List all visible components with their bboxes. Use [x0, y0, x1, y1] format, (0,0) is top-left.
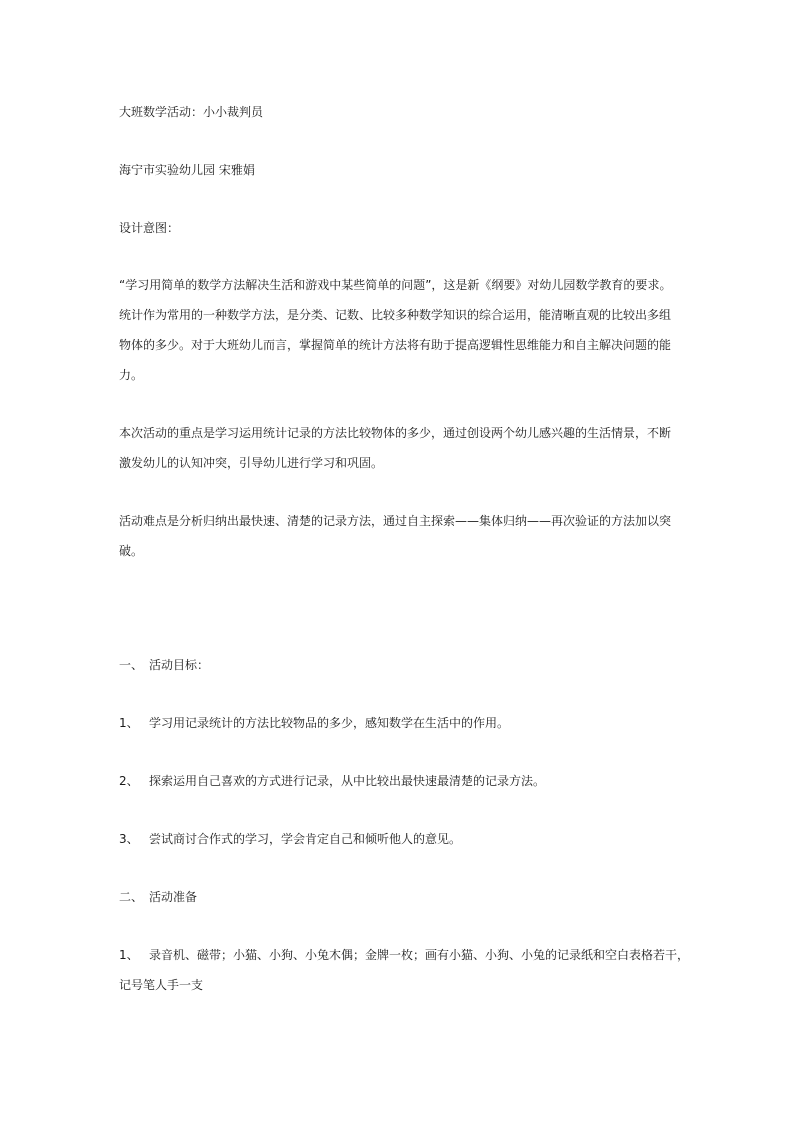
section-number: 二、 [119, 890, 144, 904]
item-text: 探索运用自己喜欢的方式进行记录，从中比较出最快速最清楚的记录方法。 [149, 774, 546, 788]
item-number: 3、 [119, 832, 139, 846]
goal-item [119, 773, 689, 789]
paragraph-line: 力。 [119, 368, 144, 382]
item-number: 1、 [119, 948, 139, 962]
goal-item [119, 715, 689, 731]
paragraph-line: 本次活动的重点是学习运用统计记录的方法比较物体的多少，通过创设两个幼儿感兴趣的生活情景，不断 [119, 426, 672, 440]
paragraph-line: 激发幼儿的认知冲突，引导幼儿进行学习和巩固。 [119, 456, 384, 470]
item-text: 尝试商讨合作式的学习，学会肯定自己和倾听他人的意见。 [149, 832, 462, 846]
document-title: 大班数学活动：小小裁判员 [119, 105, 264, 119]
section-title: 活动目标： [149, 658, 210, 672]
paragraph-line: “学习用简单的数学方法解决生活和游戏中某些简单的问题”，这是新《纲要》对幼儿园数学教育的要求。 [119, 278, 672, 292]
author-line: 海宁市实验幼儿园 宋雅娟 [119, 163, 255, 177]
item-text: 学习用记录统计的方法比较物品的多少，感知数学在生活中的作用。 [149, 716, 510, 730]
item-text: 录音机、磁带；小猫、小狗、小兔木偶；金牌一枚；画有小猫、小狗、小兔的记录纸和空白表格若干， [149, 948, 690, 962]
section2-heading [119, 889, 689, 905]
prep-item-continuation: 记号笔人手一支 [119, 978, 204, 992]
section1-heading [119, 657, 689, 673]
goal-item [119, 831, 689, 847]
section-number: 一、 [119, 658, 144, 672]
intro-paragraph [119, 277, 679, 397]
paragraph-line: 物体的多少。对于大班幼儿而言，掌握简单的统计方法将有助于提高逻辑性思维能力和自主解决问题的能 [119, 338, 672, 352]
paragraph-line: 破。 [119, 544, 144, 558]
section-title: 活动准备 [149, 890, 198, 904]
item-number: 2、 [119, 774, 139, 788]
paragraph-line: 统计作为常用的一种数学方法，是分类、记数、比较多种数学知识的综合运用，能清晰直观的比较出多组 [119, 308, 672, 322]
design-heading: 设计意图： [119, 221, 180, 235]
prep-item [119, 947, 689, 963]
paragraph-line: 活动难点是分析归纳出最快速、清楚的记录方法，通过自主探索——集体归纳——再次验证的方法加以突 [119, 514, 672, 528]
item-number: 1、 [119, 716, 139, 730]
difficulty-paragraph [119, 513, 679, 573]
focus-paragraph [119, 425, 679, 485]
